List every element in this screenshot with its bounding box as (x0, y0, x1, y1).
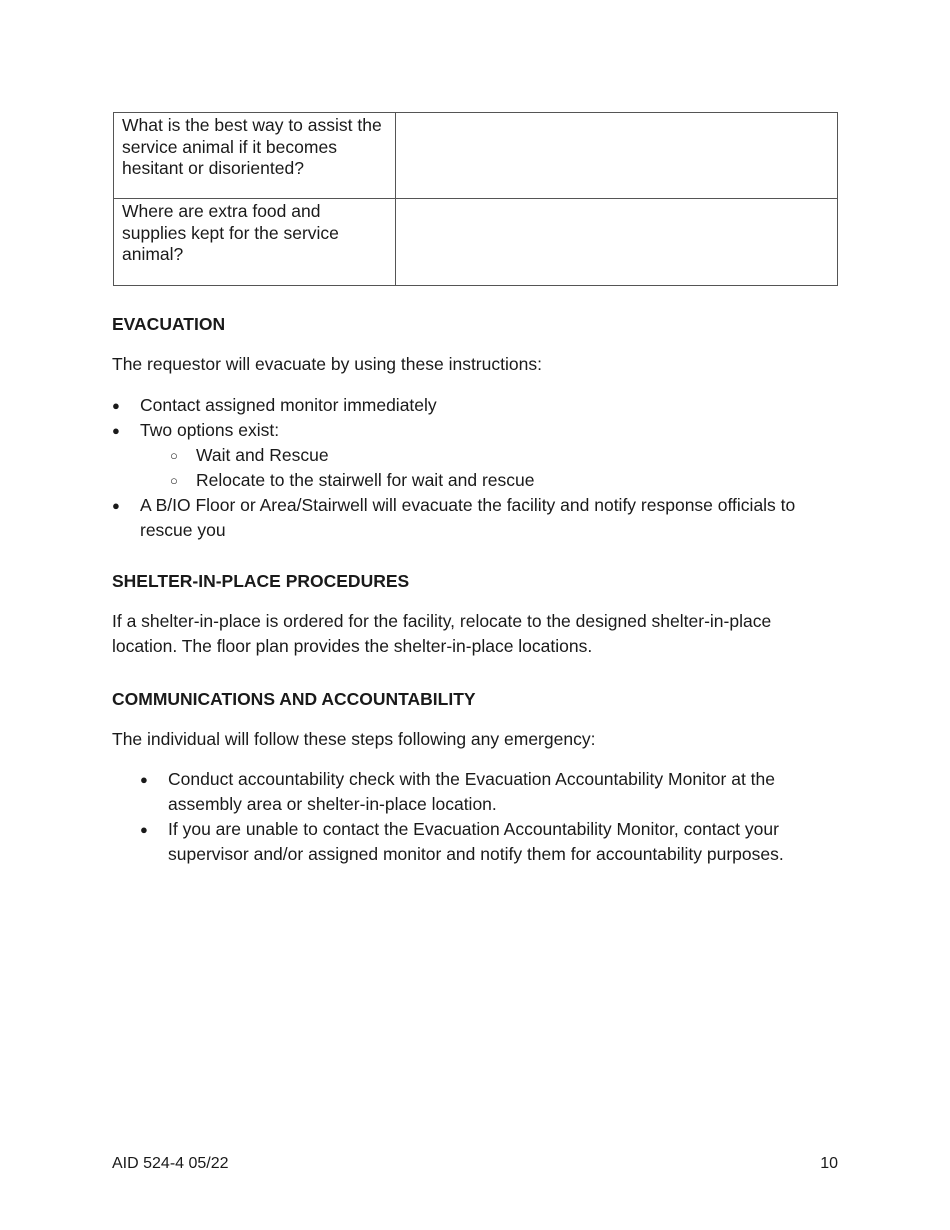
communications-intro: The individual will follow these steps following any emergency: (112, 729, 596, 749)
list-item (140, 767, 840, 817)
list-item (140, 817, 840, 867)
table-row (114, 199, 838, 286)
evacuation-list (112, 393, 832, 543)
sub-list-item (168, 443, 832, 468)
bullet-icon: ● (112, 498, 120, 513)
list-item (112, 418, 832, 493)
list-item-text: Contact assigned monitor immediately (140, 395, 437, 415)
sub-list-item-text: Wait and Rescue (196, 445, 329, 465)
question-cell (114, 199, 396, 286)
communications-heading: COMMUNICATIONS AND ACCOUNTABILITY (112, 689, 476, 709)
communications-list (140, 767, 840, 867)
list-item (112, 393, 832, 418)
shelter-paragraph: If a shelter-in-place is ordered for the facility, relocate to the designed shelter-in-place location. The floor plan provides the shelter-in-place locations. (112, 611, 772, 656)
evacuation-sub-list (140, 443, 832, 493)
list-item-text: A B/IO Floor or Area/Stairwell will evacuate the facility and notify response officials to rescue you (140, 495, 796, 540)
list-item-text: Conduct accountability check with the Evacuation Accountability Monitor at the assembly area or shelter-in-place location. (168, 769, 776, 814)
circle-bullet-icon: ○ (170, 473, 178, 488)
evacuation-intro: The requestor will evacuate by using these instructions: (112, 354, 542, 374)
shelter-heading: SHELTER-IN-PLACE PROCEDURES (112, 571, 410, 591)
question-text: What is the best way to assist the service animal if it becomes hesitant or disoriented? (122, 115, 382, 178)
list-item-text: If you are unable to contact the Evacuation Accountability Monitor, contact your supervisor and/or assigned monitor and notify them for accountability purposes. (168, 819, 784, 864)
question-cell (114, 113, 396, 199)
list-item (112, 493, 832, 543)
sub-list-item (168, 468, 832, 493)
list-item-text: Two options exist: (140, 420, 280, 440)
bullet-icon: ● (140, 822, 148, 837)
evacuation-heading: EVACUATION (112, 314, 226, 334)
answer-cell[interactable] (396, 199, 838, 286)
table-row (114, 113, 838, 199)
bullet-icon: ● (140, 772, 148, 787)
bullet-icon: ● (112, 423, 120, 438)
bullet-icon: ● (112, 398, 120, 413)
question-text: Where are extra food and supplies kept for the service animal? (122, 201, 339, 264)
answer-cell[interactable] (396, 113, 838, 199)
page-number: 10 (820, 1155, 838, 1172)
service-animal-table (113, 112, 838, 286)
form-identifier: AID 524-4 05/22 (112, 1155, 229, 1172)
sub-list-item-text: Relocate to the stairwell for wait and rescue (196, 470, 535, 490)
circle-bullet-icon: ○ (170, 448, 178, 463)
